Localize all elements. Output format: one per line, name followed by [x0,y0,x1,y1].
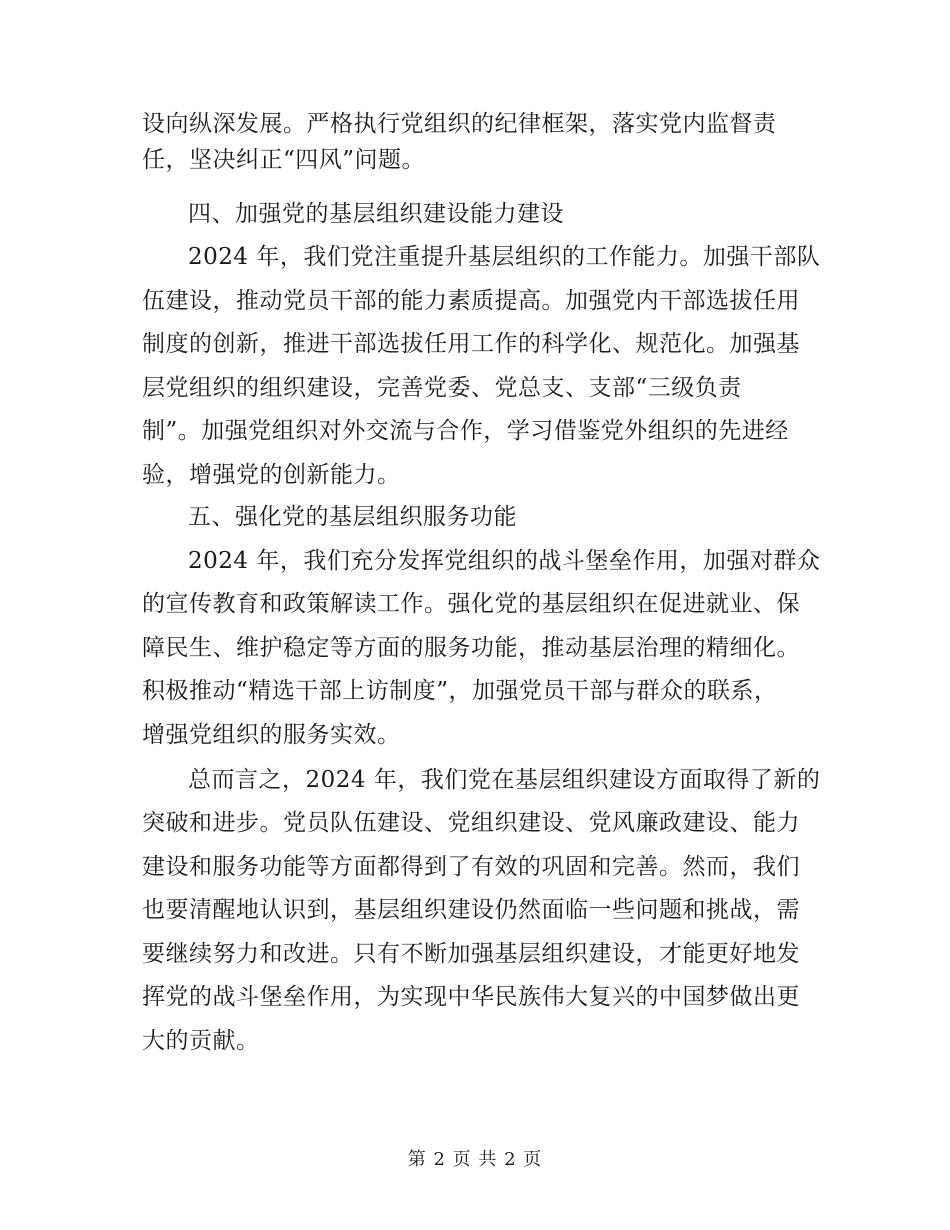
paragraph-line: 制度的创新，推进干部选拔任用工作的科学化、规范化。加强基 [142,331,800,357]
paragraph-line: 伍建设，推动党员干部的能力素质提高。加强党内干部选拔任用 [142,288,800,314]
paragraph-line: 积极推动“精选干部上访制度”，加强党员干部与群众的联系， [142,678,778,704]
section-heading-5: 五、强化党的基层组织服务功能 [188,504,517,530]
paragraph-line: 2024 年，我们充分发挥党组织的战斗堡垒作用，加强对群众 [188,548,821,574]
page-number-footer: 第 2 页 共 2 页 [407,1149,543,1170]
paragraph-line: 总而言之，2024 年，我们党在基层组织建设方面取得了新的 [188,767,821,793]
paragraph-line: 设向纵深发展。严格执行党组织的纪律框架，落实党内监督责 [142,111,777,137]
paragraph-line: 大的贡献。 [142,1028,260,1054]
section-heading-4: 四、加强党的基层组织建设能力建设 [188,201,564,227]
paragraph-line: 层党组织的组织建设，完善党委、党总支、支部“三级负责 [142,375,742,401]
paragraph-line: 增强党组织的服务实效。 [142,722,401,748]
paragraph-line: 突破和进步。党员队伍建设、党组织建设、党风廉政建设、能力 [142,810,800,836]
paragraph-line: 2024 年，我们党注重提升基层组织的工作能力。加强干部队 [188,244,821,270]
paragraph-line: 验，增强党的创新能力。 [142,462,401,488]
paragraph-line: 的宣传教育和政策解读工作。强化党的基层组织在促进就业、保 [142,591,800,617]
paragraph-line: 制”。加强党组织对外交流与合作，学习借鉴党外组织的先进经 [142,418,789,444]
paragraph-line: 建设和服务功能等方面都得到了有效的巩固和完善。然而，我们 [142,854,800,880]
paragraph-line: 要继续努力和改进。只有不断加强基层组织建设，才能更好地发 [142,941,800,967]
paragraph-line: 障民生、维护稳定等方面的服务功能，推动基层治理的精细化。 [142,635,800,661]
paragraph-line: 挥党的战斗堡垒作用，为实现中华民族伟大复兴的中国梦做出更 [142,984,800,1010]
paragraph-line: 也要清醒地认识到，基层组织建设仍然面临一些问题和挑战，需 [142,897,800,923]
paragraph-line: 任，坚决纠正“四风”问题。 [142,147,426,173]
